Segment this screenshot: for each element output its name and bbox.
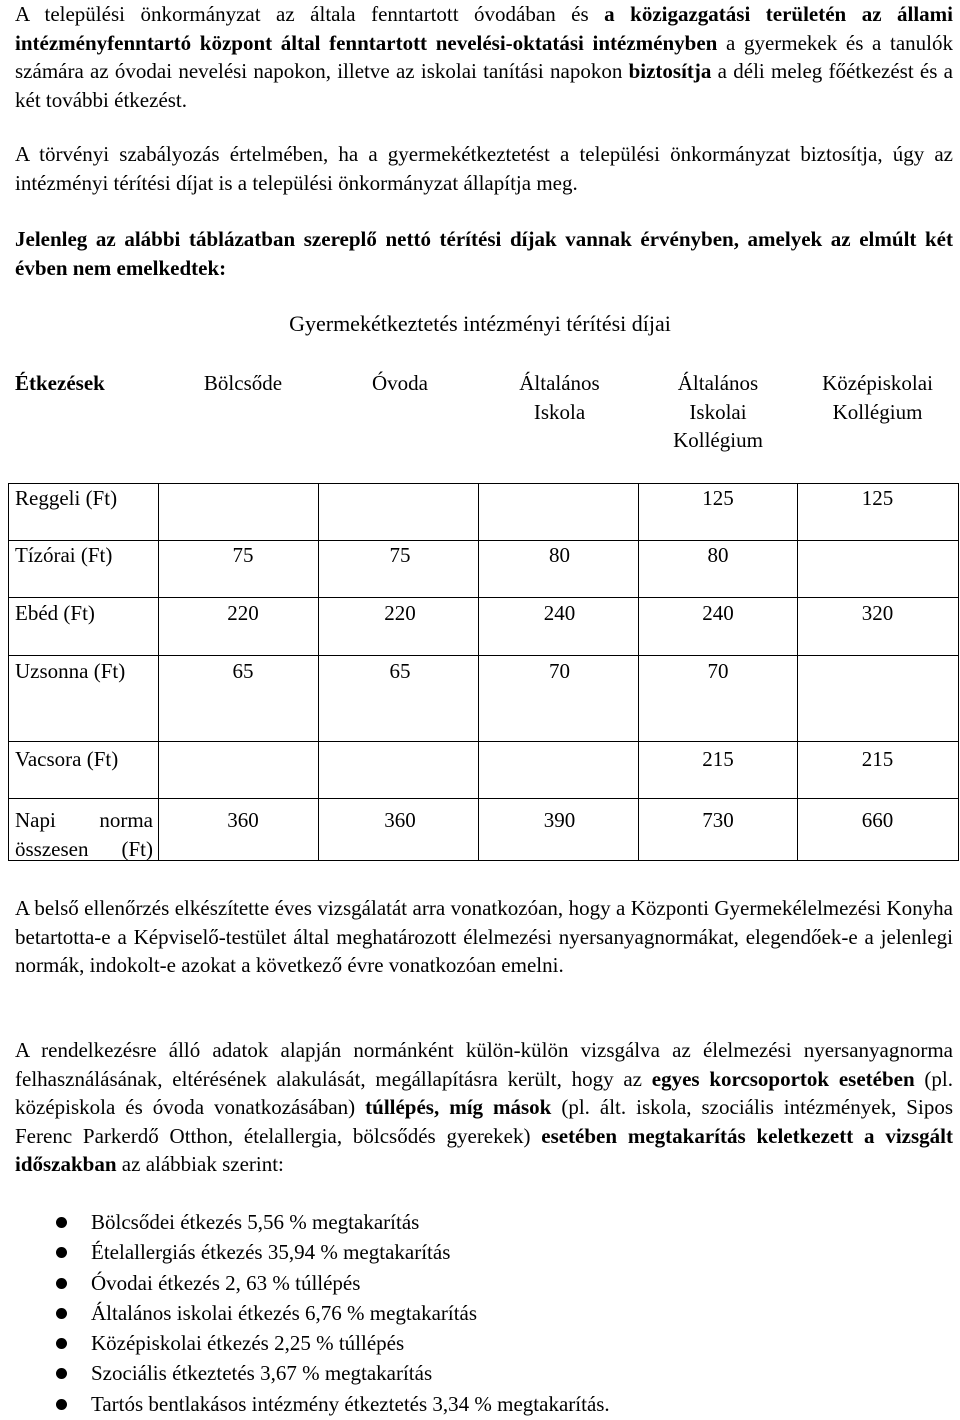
paragraph-4 (15, 894, 953, 980)
table-cell: 730 (702, 808, 734, 832)
table-cell: 75 (389, 543, 411, 567)
bullet-icon (56, 1368, 67, 1379)
table-cell: 240 (543, 601, 576, 625)
text-run: a gyermekek és a tanulók számára az óvodai nevelési napokon, illetve az iskolai tanítási napokon (15, 30, 953, 83)
table-cell: 660 (861, 808, 894, 832)
table-border (638, 483, 639, 860)
bullet-icon (56, 1278, 67, 1289)
table-border (8, 798, 959, 799)
table-cell: 70 (707, 659, 729, 683)
list-item: Szociális étkeztetés 3,67 % megtakarítás (15, 1358, 610, 1388)
table-border (318, 483, 319, 860)
list-item: Középiskolai étkezés 2,25 % túllépés (15, 1328, 610, 1358)
table-cell: 240 (702, 601, 734, 625)
table-cell: 360 (384, 808, 416, 832)
list-item: Óvodai étkezés 2, 63 % túllépés (15, 1268, 610, 1298)
table-border (8, 540, 959, 541)
table-row-label: Vacsora (Ft) (15, 747, 119, 771)
table-cell: 125 (702, 486, 734, 510)
table-row-label: Uzsonna (Ft) (15, 659, 126, 683)
bold-text-run: a közigazgatási területén az állami intézményfenntartó központ által fenntartott nevelési-oktatási intézményben (15, 2, 954, 55)
table-cell: 70 (549, 659, 570, 683)
text-run: a déli meleg főétkezést és a két további étkezést. (15, 59, 953, 112)
text-run: (pl. középiskola és óvoda vonatkozásában) (15, 1066, 954, 1119)
table-cell: 390 (543, 808, 576, 832)
bold-text-run: Jelenleg az alábbi táblázatban szereplő nettó térítési díjak vannak érvényben, amelyek az elmúlt két évben nem emelkedtek: (15, 227, 953, 280)
table-border (8, 655, 959, 656)
table-border (478, 483, 479, 860)
text-run: (pl. ált. iskola, szociális intézmények, Sipos Ferenc Parkerdő Otthon, ételallergia, bölcsődés gyerekek) (15, 1095, 953, 1148)
table-cell: 215 (861, 747, 894, 771)
list-item: Tartós bentlakásos intézmény étkeztetés 3,34 % megtakarítás. (15, 1389, 610, 1419)
bold-text-run: túllépés, míg mások (365, 1095, 552, 1119)
bullet-icon (56, 1217, 67, 1228)
table-cell: 360 (227, 808, 259, 832)
bold-text-run: biztosítja (628, 59, 712, 83)
table-cell: 65 (389, 659, 411, 683)
paragraph-1 (15, 0, 953, 114)
table-header-cell: Óvoda (372, 371, 428, 395)
table-cell: 215 (702, 747, 734, 771)
table-border (8, 483, 9, 860)
table-cell: 220 (384, 601, 416, 625)
table-border (958, 483, 959, 860)
text-run: az alábbiak szerint: (116, 1152, 284, 1176)
table-cell: 320 (861, 601, 894, 625)
table-header-cell: Étkezések (15, 371, 105, 395)
text-run: A belső ellenőrzés elkészítette éves vizsgálatát arra vonatkozóan, hogy a Központi Gyermekélelmezési Konyha betartotta-e a Képviselő-testület által meghatározott élelmezési nyersanyagnormákat, elegendőek-e a jelenlegi normák, indokolt-e azokat a következő évre vonatkozóan emelni. (15, 896, 953, 977)
list-item: Általános iskolai étkezés 6,76 % megtakarítás (15, 1298, 610, 1328)
table-cell: 75 (232, 543, 254, 567)
bullet-icon (56, 1399, 67, 1410)
table-header-cell: Bölcsőde (203, 371, 283, 395)
table-cell: 80 (549, 543, 570, 567)
bold-text-run: esetében megtakarítás keletkezett a vizsgált időszakban (15, 1123, 954, 1176)
bold-text-run: egyes korcsoportok esetében (651, 1066, 915, 1091)
bullet-list (15, 1207, 610, 1419)
table-border (8, 741, 959, 742)
bullet-icon (56, 1308, 67, 1319)
text-run: A törvényi szabályozás értelmében, ha a gyermekétkeztetést a települési önkormányzat biztosítja, úgy az intézményi térítési díjat is a települési önkormányzat állapítja meg. (15, 142, 953, 195)
table-border (158, 483, 159, 860)
table-border (8, 597, 959, 598)
table-row-label: Napi norma összesen (Ft) (15, 808, 153, 861)
paragraph-3 (15, 225, 953, 282)
table-cell: 80 (707, 543, 729, 567)
table-header-cell: Általános Iskola (519, 371, 600, 424)
table-row-label: Tízórai (Ft) (15, 543, 113, 567)
list-item: Bölcsődei étkezés 5,56 % megtakarítás (15, 1207, 610, 1237)
text-run: A rendelkezésre álló adatok alapján normánként külön-külön vizsgálva az élelmezési nyersanyagnorma felhasználásának, eltérésének alakulását, megállapításra került, hogy az (15, 1038, 953, 1091)
text-run: A települési önkormányzat az általa fenntartott óvodában és (15, 2, 605, 26)
table-border (797, 483, 798, 860)
bullet-icon (56, 1338, 67, 1349)
table-row-label: Ebéd (Ft) (15, 601, 95, 625)
bullet-icon (56, 1247, 67, 1258)
table-cell: 125 (861, 486, 894, 510)
paragraph-2 (15, 140, 953, 197)
table-cell: 220 (227, 601, 259, 625)
table-title: Gyermekétkeztetés intézményi térítési díjai (289, 311, 671, 336)
paragraph-5 (15, 1036, 953, 1179)
table-row-label: Reggeli (Ft) (15, 486, 118, 510)
list-item: Ételallergiás étkezés 35,94 % megtakarítás (15, 1237, 610, 1267)
table-cell: 65 (232, 659, 254, 683)
table-header-cell: Középiskolai Kollégium (822, 371, 933, 424)
table-header-cell: Általános Iskolai Kollégium (673, 371, 763, 452)
